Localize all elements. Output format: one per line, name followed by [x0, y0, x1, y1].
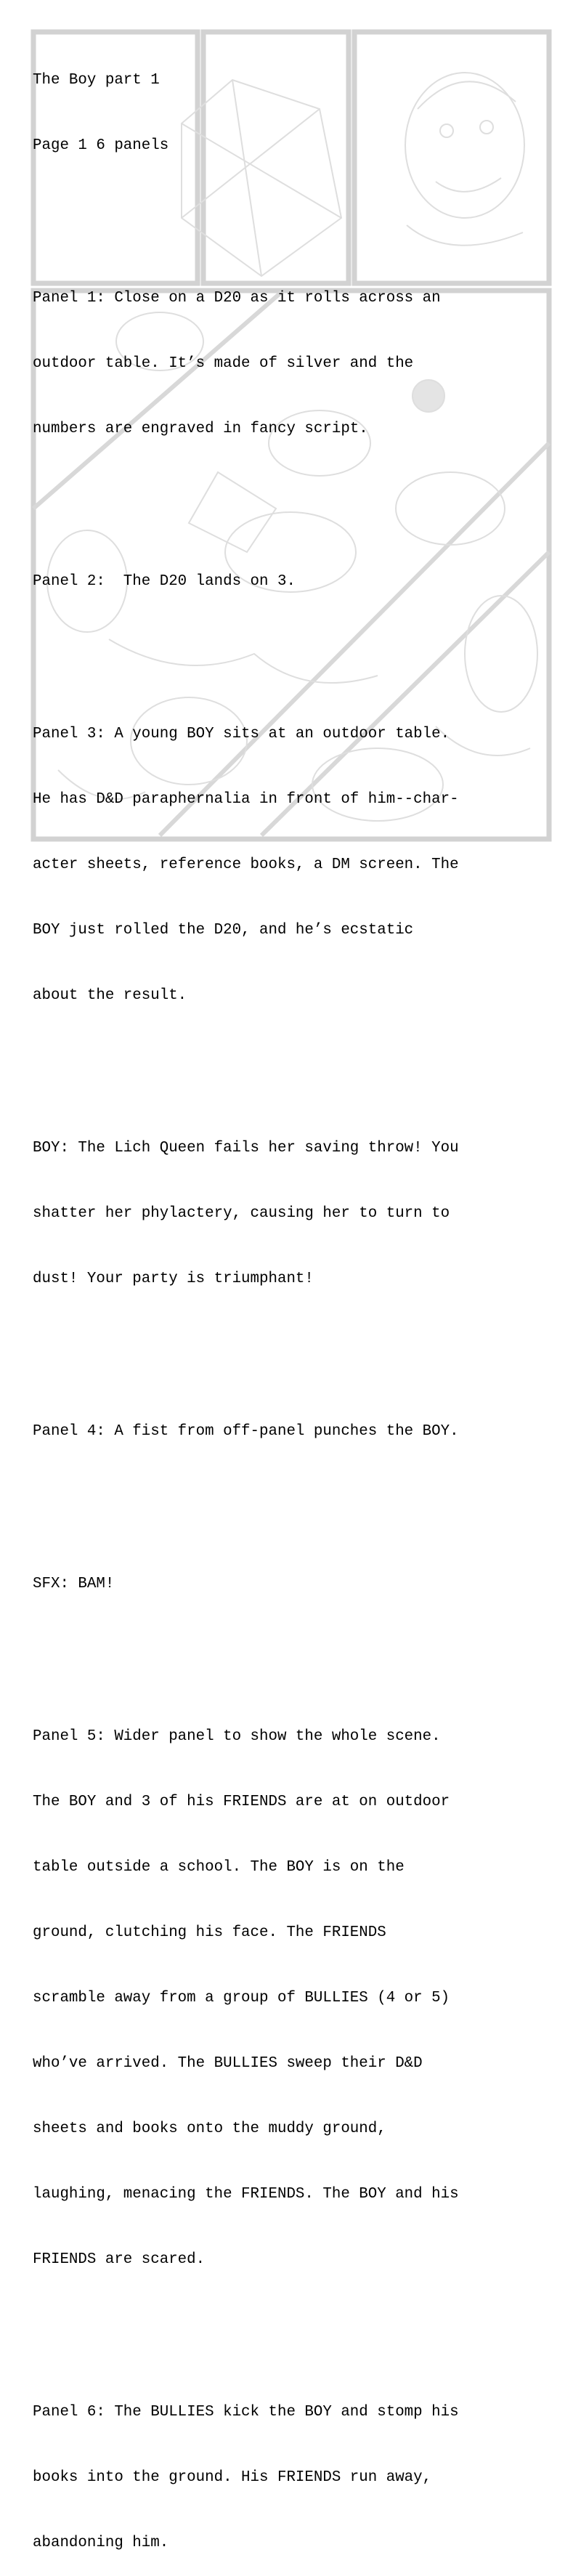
- panel-3-line: BOY just rolled the D20, and he’s ecstatic: [33, 922, 414, 939]
- blank-line: [33, 2314, 556, 2336]
- blank-line: [33, 636, 556, 658]
- blank-line: [33, 484, 556, 506]
- panel-1-line: numbers are engraved in fancy script.: [33, 421, 368, 437]
- panel-5-line: FRIENDS are scared.: [33, 2251, 206, 2268]
- panel-6-line: books into the ground. His FRIENDS run away,: [33, 2469, 432, 2486]
- blank-line: [33, 201, 556, 222]
- panel-3-line: He has D&D paraphernalia in front of him--char-: [33, 791, 459, 808]
- panel-2-line: Panel 2: The D20 lands on 3.: [33, 573, 296, 590]
- panel-5-line: sheets and books onto the muddy ground,: [33, 2121, 386, 2137]
- script-title: The Boy part 1: [33, 72, 160, 89]
- boy-dialogue-line: shatter her phylactery, causing her to turn to: [33, 1205, 450, 1222]
- panel-3-line: acter sheets, reference books, a DM screen. The: [33, 856, 459, 873]
- boy-dialogue-line: dust! Your party is triumphant!: [33, 1271, 314, 1287]
- blank-line: [33, 1486, 556, 1508]
- panel-5-line: The BOY and 3 of his FRIENDS are at on outdoor: [33, 1794, 450, 1810]
- panel-5-line: laughing, menacing the FRIENDS. The BOY and his: [33, 2186, 459, 2203]
- sfx-line: SFX: BAM!: [33, 1576, 115, 1592]
- panel-5-line: Panel 5: Wider panel to show the whole scene.: [33, 1728, 441, 1745]
- boy-dialogue-line: BOY: The Lich Queen fails her saving throw! You: [33, 1140, 459, 1157]
- blank-line: [33, 1050, 556, 1072]
- panel-4-line: Panel 4: A fist from off-panel punches the BOY.: [33, 1423, 459, 1440]
- panel-5-line: scramble away from a group of BULLIES (4 or 5): [33, 1990, 450, 2006]
- script-page: [33, 26, 556, 2576]
- panel-3-line: about the result.: [33, 987, 187, 1004]
- panel-6-line: abandoning him.: [33, 2535, 169, 2551]
- panel-1-line: Panel 1: Close on a D20 as it rolls across an: [33, 290, 441, 307]
- panel-3-line: Panel 3: A young BOY sits at an outdoor table.: [33, 726, 450, 742]
- blank-line: [33, 1334, 556, 1356]
- panel-5-line: ground, clutching his face. The FRIENDS: [33, 1924, 386, 1941]
- panel-5-line: table outside a school. The BOY is on the: [33, 1859, 405, 1876]
- blank-line: [33, 1639, 556, 1661]
- script-page-info: Page 1 6 panels: [33, 137, 169, 154]
- panel-6-line: Panel 6: The BULLIES kick the BOY and stomp his: [33, 2404, 459, 2421]
- panel-1-line: outdoor table. It’s made of silver and the: [33, 355, 414, 372]
- panel-5-line: who’ve arrived. The BULLIES sweep their D&D: [33, 2055, 423, 2072]
